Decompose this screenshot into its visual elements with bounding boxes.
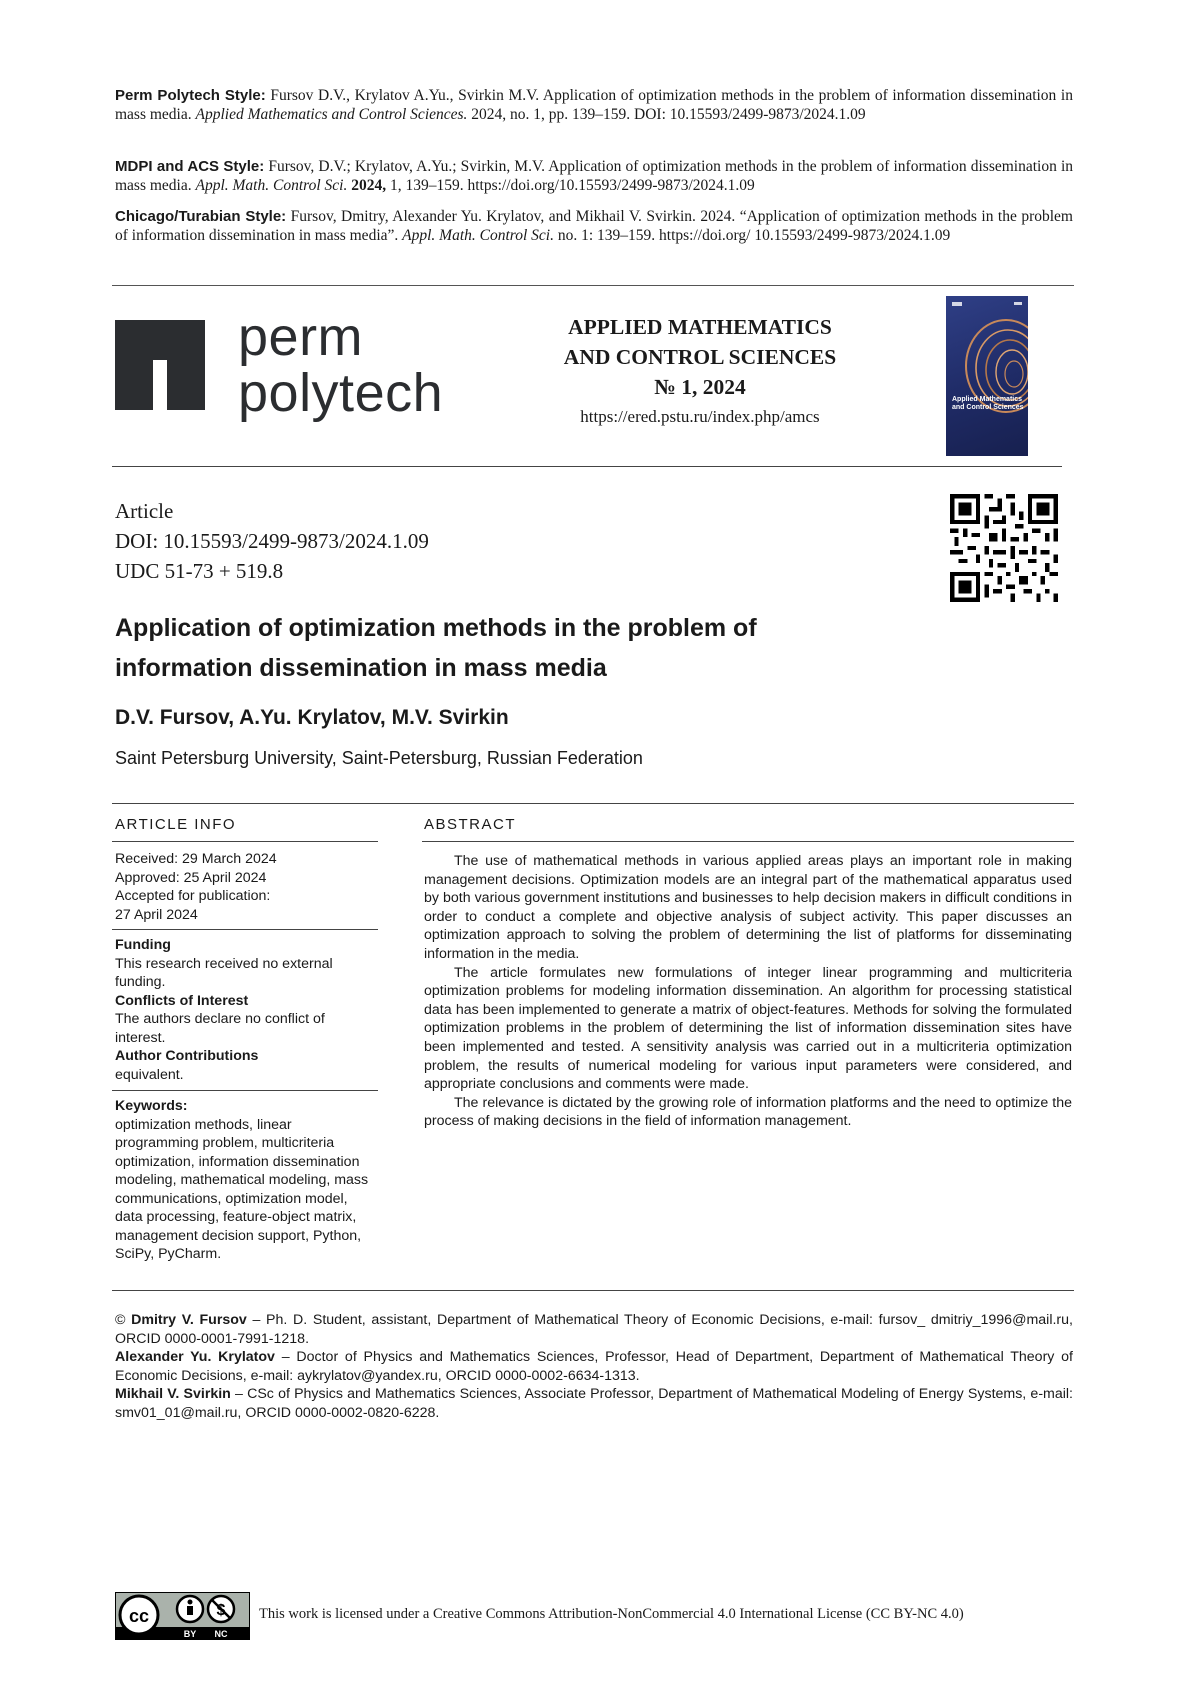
- citation-journal: Applied Mathematics and Control Sciences.: [196, 106, 468, 123]
- article-affiliation: Saint Petersburg University, Saint-Petersburg, Russian Federation: [115, 748, 643, 769]
- accepted-date: 27 April 2024: [115, 906, 380, 925]
- dates-rule: [112, 929, 378, 930]
- cc-by-label: BY: [184, 1629, 197, 1639]
- citation-journal: Appl. Math. Control Sci.: [402, 227, 554, 244]
- cc-badge-graphic: [116, 1593, 249, 1639]
- journal-issue: № 1, 2024: [520, 372, 880, 402]
- author-footnotes: [115, 1311, 1073, 1422]
- copyright-symbol: ©: [115, 1312, 131, 1328]
- keywords-text: optimization methods, linear programming problem, multicriteria optimization, information dissemination modeling, mathematical modeling, mass communications, optimization model, data processing, feature-object matrix, management decision support, Python, SciPy, PyCharm.: [115, 1116, 370, 1264]
- footnote-fursov: [115, 1311, 1073, 1348]
- citation-tail: 1, 139–159. https://doi.org/10.15593/2499-9873/2024.1.09: [386, 177, 755, 194]
- footnote-name: Dmitry V. Fursov: [131, 1312, 247, 1328]
- citation-text: Fursov D.V., Krylatov A.Yu., Svirkin M.V. Application of optimization methods in the problem of information dissemination in mass media.: [115, 87, 1073, 123]
- logo-text-polytech: polytech: [238, 366, 443, 420]
- article-dates: [115, 850, 380, 924]
- abstract-paragraph-1: The use of mathematical methods in various applied areas plays an important role in making management decisions. Optimization models are an integral part of the mathematical apparatus used by both various government institutions and businesses to help decision makers in difficult conditions in order to conduct a complete and objective analysis of subject activity. This paper discusses an optimization approach to solving the problem of determining the list of platforms for disseminating information in the media.: [424, 852, 1072, 964]
- section-divider-bottom: [112, 1290, 1074, 1291]
- journal-title-line2: AND CONTROL SCIENCES: [520, 342, 880, 372]
- footnote-krylatov: [115, 1348, 1073, 1385]
- conflicts-heading: Conflicts of Interest: [115, 992, 355, 1011]
- abstract-paragraph-2: The article formulates new formulations of integer linear programming and multicriteria optimization problems for modeling information dissemination. An algorithm for processing statistical data has been implemented to generate a matrix of object-features. Methods for solving the formulated optimization problems in the problem of determining the list of information dissemination sites have been implemented and tested. A sensitivity analysis was carried out in a multicriteria optimization problem, the results of numerical modeling for various input parameters were considered, and appropriate conclusions and comments were made.: [424, 964, 1072, 1094]
- section-divider-top: [112, 803, 1074, 804]
- article-doi[interactable]: DOI: 10.15593/2499-9873/2024.1.09: [115, 526, 429, 556]
- footnote-name: Mikhail V. Svirkin: [115, 1386, 231, 1402]
- article-title: Application of optimization methods in the problem of information dissemination in mass media: [115, 608, 875, 688]
- citation-tail: 2024, no. 1, pp. 139–159. DOI: 10.15593/2499-9873/2024.1.09: [467, 106, 865, 123]
- funding-rule: [112, 1090, 378, 1091]
- svg-text:cc: cc: [129, 1606, 149, 1626]
- article-udc: UDC 51-73 + 519.8: [115, 556, 283, 586]
- cc-nc-label: NC: [215, 1629, 228, 1639]
- citation-style-label: Chicago/Turabian Style:: [115, 208, 286, 225]
- footnote-text: – CSc of Physics and Mathematics Sciences, Associate Professor, Department of Mathematical Modeling of Energy Systems, e-mail: smv01_01@mail.ru, ORCID 0000-0002-0820-6228.: [115, 1386, 1073, 1421]
- contrib-heading: Author Contributions: [115, 1047, 355, 1066]
- logo-divider: [112, 466, 1062, 467]
- citation-mdpi-acs: [115, 157, 1073, 195]
- citation-chicago: [115, 207, 1073, 245]
- article-type: Article: [115, 496, 173, 526]
- cover-title: Applied Mathematics and Control Sciences: [952, 396, 1028, 412]
- abstract-heading: ABSTRACT: [424, 816, 516, 833]
- citation-tail: no. 1: 139–159. https://doi.org/ 10.15593/2499-9873/2024.1.09: [554, 227, 950, 244]
- article-authors: D.V. Fursov, A.Yu. Krylatov, M.V. Svirkin: [115, 706, 509, 730]
- keywords-section: [115, 1097, 370, 1264]
- header-divider: [112, 285, 1074, 286]
- citation-text: Fursov, Dmitry, Alexander Yu. Krylatov, and Mikhail V. Svirkin. 2024. “Application of optimization methods in the problem of information dissemination in mass media”.: [115, 208, 1073, 244]
- received-date: Received: 29 March 2024: [115, 850, 380, 869]
- footnote-text: – Ph. D. Student, assistant, Department of Mathematical Theory of Economic Decisions, e-mail: fursov_ dmitriy_1996@mail.ru, ORCID 0000-0001-7991-1218.: [115, 1312, 1073, 1347]
- cover-swirl-graphic: [946, 296, 1028, 456]
- article-info-heading: ARTICLE INFO: [115, 816, 236, 833]
- citation-journal: Appl. Math. Control Sci.: [196, 177, 348, 194]
- keywords-heading: Keywords:: [115, 1097, 370, 1116]
- funding-text: This research received no external funding.: [115, 955, 355, 992]
- abstract-paragraph-3: The relevance is dictated by the growing role of information platforms and the need to optimize the process of making decisions in the field of information management.: [424, 1094, 1072, 1131]
- perm-polytech-logo-mark: [115, 320, 205, 410]
- footnote-text: – Doctor of Physics and Mathematics Sciences, Professor, Head of Department, Department of Mathematical Theory of Economic Decisions, e-mail: aykrylatov@yandex.ru, ORCID 0000-0002-6634-1313.: [115, 1349, 1073, 1384]
- approved-date: Approved: 25 April 2024: [115, 869, 380, 888]
- abstract-body: [424, 852, 1072, 1131]
- citation-style-label: Perm Polytech Style:: [115, 87, 266, 104]
- conflicts-text: The authors declare no conflict of interest.: [115, 1010, 355, 1047]
- license-text[interactable]: This work is licensed under a Creative Commons Attribution-NonCommercial 4.0 International License (CC BY-NC 4.0): [259, 1606, 964, 1623]
- logo-text-perm: perm: [238, 310, 363, 364]
- footnote-svirkin: [115, 1385, 1073, 1422]
- funding-section: [115, 936, 355, 1084]
- qr-code: [950, 494, 1058, 602]
- journal-cover-image: [946, 296, 1028, 456]
- cc-by-nc-badge[interactable]: [115, 1592, 250, 1640]
- citation-text: Fursov, D.V.; Krylatov, A.Yu.; Svirkin, M.V. Application of optimization methods in the problem of information dissemination in mass media.: [115, 158, 1073, 194]
- footnote-name: Alexander Yu. Krylatov: [115, 1349, 275, 1365]
- journal-header: [520, 312, 880, 428]
- abstract-rule: [422, 841, 1074, 842]
- funding-heading: Funding: [115, 936, 355, 955]
- accepted-label: Accepted for publication:: [115, 887, 380, 906]
- contrib-text: equivalent.: [115, 1066, 355, 1085]
- journal-url[interactable]: https://ered.pstu.ru/index.php/amcs: [520, 406, 880, 428]
- citation-style-label: MDPI and ACS Style:: [115, 158, 264, 175]
- citation-year: 2024,: [347, 177, 386, 194]
- citation-perm-polytech: [115, 86, 1073, 124]
- article-info-rule: [112, 841, 378, 842]
- journal-title-line1: APPLIED MATHEMATICS: [520, 312, 880, 342]
